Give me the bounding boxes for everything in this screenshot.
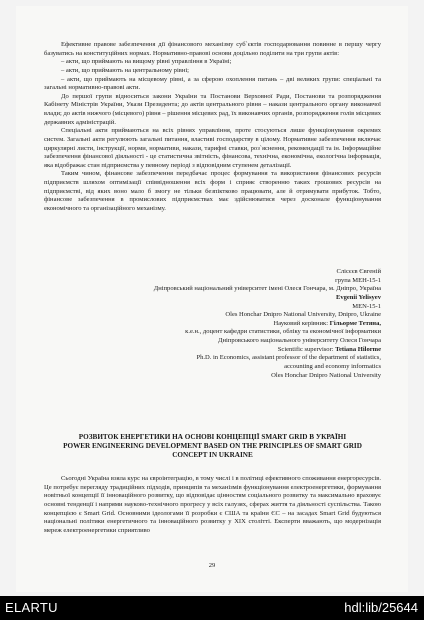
supervisor-university-en: Oles Honchar Dnipro National University <box>271 371 381 379</box>
author-university-en: Oles Honchar Dnipro National University, Dnipro, Ukraine <box>225 311 381 319</box>
page-number: 29 <box>208 562 216 569</box>
footer-repository-label: ELARTU <box>5 600 58 615</box>
list-item: – акти, що приймають на місцевому рівні, а за сферою охоплення питань – дві великих групи: спеціальні та загальні нормативно-правові акти. <box>44 75 381 92</box>
paragraph: Сьогодні Україна взяла курс на євроінтеграцію, в тому числі і в політиці ефективного споживання енергоресурсів. Це потребує перегляду традиційних підходів, принципів та механізмів функціонування електроенергетики, формування новітньої концепції її інноваційного розвитку, що відповідає цінностям соціального розвитку та максимально враховує основні тенденції і напрями науково-технічного прогресу у всіх галузях, сферах життя та діяльності суспільства. Такою концепцією є Smart Grid. Основними ідеологами її розробки є США та країни ЄС – на засадах Smart Grid будуються національні політики енергетичного та інноваційного розвитку у XIX столітті. Експерти вважають, що модернізація мереж електроенергетики сприятливо <box>44 475 381 534</box>
paragraph: Таким чином, фінансове забезпечення передбачає процес формування та використання фінансових ресурсів підприємств шляхом оптимізації співвідношення всіх форм і сприяє створенню таких грошових ресурсів на підприємстві, від яких воно мало б змогу не тільки безпіктково працювати, але й отримувати прибуток. Тобто, фінансове забезпечення в промислових підприємствах має здійснюватися через досконале функціонування економічного та організаційного механізму. <box>44 170 381 212</box>
heading-line-en-2: CONCEPT IN UKRAINE <box>172 451 253 460</box>
supervisor-ua <box>44 320 381 329</box>
body-text-bottom <box>44 475 381 535</box>
author-block <box>44 268 381 380</box>
supervisor-label-en: Scientific supervisor: <box>277 345 336 353</box>
heading-line-en: POWER ENGINEERING DEVELOPMENT BASED ON THE PRINCIPLES OF SMART GRID <box>63 442 362 451</box>
author-group-ua: група МЕН-15-1 <box>335 276 381 284</box>
paragraph: До першої групи відноситься закони України та Постанови Верховної Ради, Постанови та розпорядження Кабінету Міністрів України, Укази Президента; до актів центрального рівня – накази центрального органу виконавчої влади; до актів нижчого (місцевого) рівня – рішення місцевих рад, їх виконавчих органів, розпорядження голів місцевих державних адміністрацій. <box>44 92 381 126</box>
footer-bar <box>0 596 424 620</box>
supervisor-name-ua: Гільорме Тетяна, <box>329 319 381 327</box>
list-item: – акти, що приймають на вищому рівні управління в Україні; <box>61 58 232 66</box>
author-university-ua: Дніпровський національний університет імені Олеся Гончара, м. Дніпро, Україна <box>153 285 381 293</box>
supervisor-university-ua: Дніпровського національного університету Олеся Гончара <box>218 337 381 344</box>
heading-line-ua: РОЗВИТОК ЕНЕРГЕТИКИ НА ОСНОВІ КОНЦЕПЦІЇ SMART GRID В УКРАЇНІ <box>78 433 347 441</box>
supervisor-details-en-2: accounting and economy informatics <box>284 362 381 370</box>
supervisor-label-ua: Науковий керівник: <box>273 319 330 327</box>
article-heading <box>44 433 381 460</box>
paragraph: Ефективне правове забезпечення дії фінансового механізму суб`єктів господарювання повинне в першу чергу базуватись на конституційних нормах. Нормативно-правові основи доцільно поділити на три групи актів: <box>44 41 381 57</box>
paragraph: Спеціальні акти приймаються на всіх рівнях управління, проте стосуються лише функціонування окремих систем. Загальні акти регулюють загальні питання, властиві господарству в цілому. Нормативне забезпечення включає циркулярні листи, інструкції, норми, нормативи, накази, тарифні ставки, роз`яснення, рекомендації та ін. Інформаційне забезпечення фінансової діяльності - це статистична звітність, фінансова, технічна, економічна, екологічна інформація, яка відображає стан підприємства у певному періоді з відповідним ступенем деталізації. <box>44 127 381 169</box>
author-name-en: Evgenii Yelisyev <box>335 293 381 301</box>
supervisor-en <box>44 346 381 355</box>
supervisor-details-en: Ph.D. in Economics, assistant professor of the department of statistics, <box>196 354 381 362</box>
author-group-en: MEN-15-1 <box>352 302 381 310</box>
footer-handle: hdl:lib/25644 <box>344 600 418 615</box>
body-text-top <box>44 41 381 214</box>
supervisor-name-en: Tetiana Hilorme <box>335 345 381 353</box>
supervisor-details-ua: к.е.н., доцент кафедри статистики, обліку та економічної інформатики <box>185 328 381 336</box>
author-name-ua: Слісєєв Євгеній <box>336 268 381 275</box>
list-item: – акти, що приймають на центральному рівні; <box>61 66 189 74</box>
